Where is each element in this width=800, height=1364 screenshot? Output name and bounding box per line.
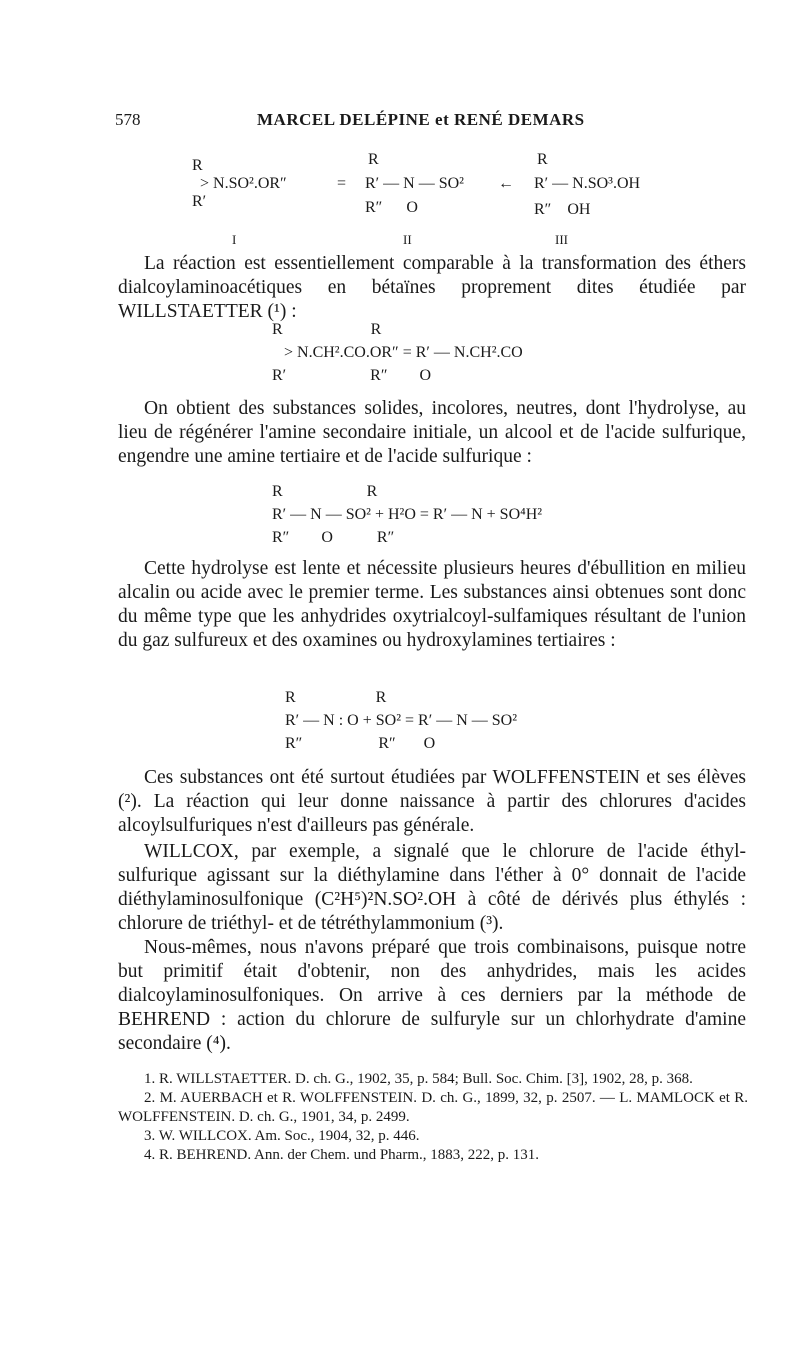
scheme-4-line-1: R R bbox=[285, 689, 387, 706]
formula-2-line-3: R″ O bbox=[365, 199, 418, 216]
formula-1-line-1: R bbox=[192, 157, 203, 174]
footnotes bbox=[118, 1070, 748, 1165]
equals-sign-1: = bbox=[337, 175, 347, 192]
running-title: MARCEL DELÉPINE et RENÉ DEMARS bbox=[257, 110, 585, 129]
paragraph-1: La réaction est essentiellement comparable à la transformation des éthers dialcoylaminoacétiques en bétaïnes proprement dites étudiée par WILLSTAETTER (¹) : bbox=[118, 253, 746, 322]
paragraph-3: Cette hydrolyse est lente et nécessite plusieurs heures d'ébullition en milieu alcalin ou acide avec le premier terme. Les substances ainsi obtenues sont donc du même type que les anhydrides oxytrialcoyl-sulfamiques résultant de l'union du gaz sulfureux et des oxamines ou hydroxylamines tertiaires : bbox=[118, 558, 746, 651]
footnote-3: 3. W. WILLCOX. Am. Soc., 1904, 32, p. 446. bbox=[144, 1128, 420, 1144]
scheme-4-line-2: R′ — N : O + SO² = R′ — N — SO² bbox=[285, 712, 517, 729]
formula-2-line-2: R′ — N — SO² bbox=[365, 175, 464, 192]
paragraph-6: Nous-mêmes, nous n'avons préparé que trois combinaisons, puisque notre but primitif était d'obtenir, non des anhydrides, mais les acides dialcoylaminosulfoniques. On arrive à ces derniers par la méthode de BEHREND : action du chlorure de sulfuryle sur un chlorhydrate d'amine secondaire (⁴). bbox=[118, 937, 746, 1054]
page-number: 578 bbox=[115, 110, 141, 129]
page-header bbox=[115, 110, 715, 132]
formula-1-line-3: R′ bbox=[192, 193, 207, 210]
formula-3-line-1: R bbox=[537, 151, 548, 168]
compound-label-1: I bbox=[232, 232, 237, 247]
formula-3-line-2: R′ — N.SO³.OH bbox=[534, 175, 641, 192]
footnote-1: 1. R. WILLSTAETTER. D. ch. G., 1902, 35, p. 584; Bull. Soc. Chim. [3], 1902, 28, p. 368. bbox=[144, 1071, 693, 1087]
paragraph-4: Ces substances ont été surtout étudiées par WOLFFENSTEIN et ses élèves (²). La réaction qui leur donne naissance à partir des chlorures d'acides alcoylsulfuriques n'est d'ailleurs pas générale. bbox=[118, 767, 746, 836]
scheme-3-line-2: R′ — N — SO² + H²O = R′ — N + SO⁴H² bbox=[272, 506, 543, 523]
footnote-4: 4. R. BEHREND. Ann. der Chem. und Pharm., 1883, 222, p. 131. bbox=[144, 1147, 539, 1163]
scheme-2-line-3: R′ R″ O bbox=[272, 367, 432, 384]
footnote-2: 2. M. AUERBACH et R. WOLFFENSTEIN. D. ch. G., 1899, 32, p. 2507. — L. MAMLOCK et R. WOLFFENSTEIN. D. ch. G., 1901, 34, p. 2499. bbox=[118, 1090, 748, 1125]
paragraph-5: WILLCOX, par exemple, a signalé que le chlorure de l'acide éthyl-sulfurique agissant sur la diéthylamine dans l'éther à 0° donnait de l'acide diéthylaminosulfonique (C²H⁵)²N.SO².OH à côté de dérivés plus éthylés : chlorure de triéthyl- et de tétréthylammonium (³). bbox=[118, 841, 746, 934]
scheme-2-line-1: R R bbox=[272, 321, 382, 338]
compound-label-3: III bbox=[555, 232, 568, 247]
paragraph-2: On obtient des substances solides, incolores, neutres, dont l'hydrolyse, au lieu de régénérer l'amine secondaire initiale, un alcool et de l'acide sulfurique, engendre une amine tertiaire et de l'acide sulfurique : bbox=[118, 398, 746, 467]
formula-1-line-2: > N.SO².OR″ bbox=[192, 175, 287, 192]
compound-label-2: II bbox=[403, 232, 412, 247]
scheme-3-line-3: R″ O R″ bbox=[272, 529, 395, 546]
reaction-arrow: ← bbox=[498, 175, 514, 192]
scheme-2-line-2: > N.CH².CO.OR″ = R′ — N.CH².CO bbox=[272, 344, 523, 361]
formula-2-line-1: R bbox=[368, 151, 379, 168]
scheme-4-line-3: R″ R″ O bbox=[285, 735, 436, 752]
scheme-3-line-1: R R bbox=[272, 483, 378, 500]
formula-3-line-3: R″ OH bbox=[534, 201, 591, 218]
